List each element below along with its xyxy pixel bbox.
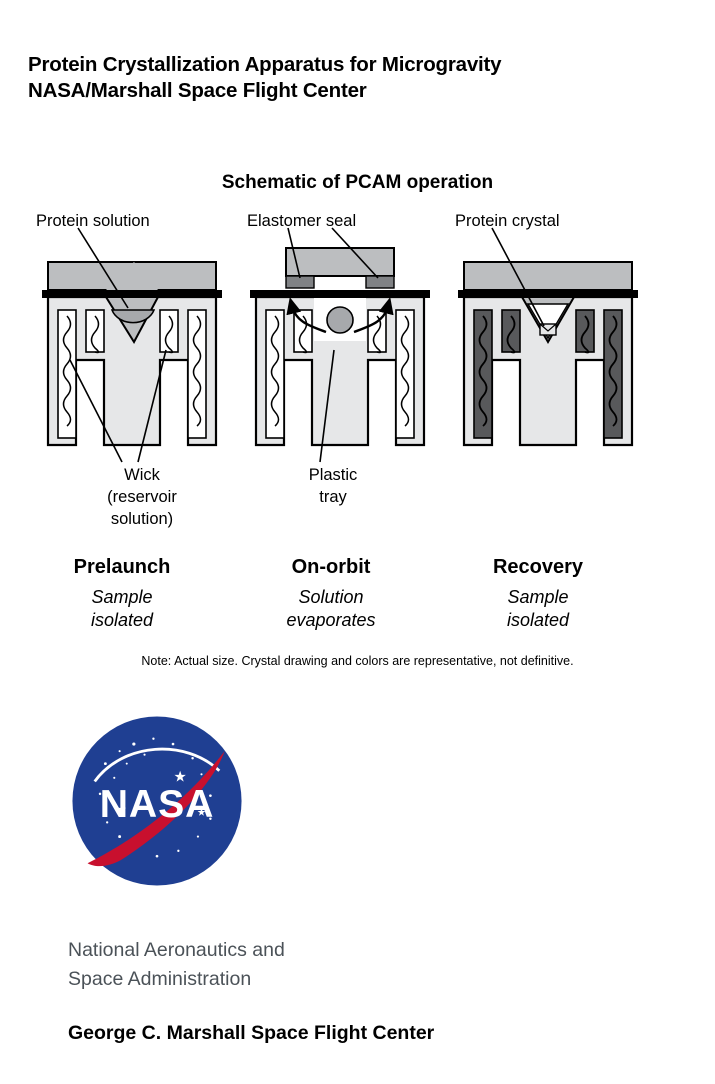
stage-state-prelaunch-line-1: Sample: [91, 587, 153, 607]
pcam-schematic-diagram: [0, 200, 715, 500]
callout-label-elastomer-seal: Elastomer seal: [247, 212, 357, 230]
stage-state-onorbit: [231, 586, 431, 632]
page-title-line-2: NASA/Marshall Space Flight Center: [28, 79, 367, 102]
callout-label-protein-crystal: Protein crystal: [455, 212, 560, 230]
schematic-title: Schematic of PCAM operation: [221, 172, 494, 193]
elastomer-seal-bar-onorbit: [250, 290, 430, 298]
nasa-insignia: [68, 712, 246, 890]
footer-center-name: George C. Marshall Space Flight Center: [68, 1022, 435, 1044]
stage-name-prelaunch: Prelaunch: [73, 556, 171, 578]
footer-agency-line-2: Space Administration: [68, 968, 252, 990]
figure-note: Note: Actual size. Crystal drawing and colors are representative, not definitive.: [141, 654, 574, 668]
pcam-panel-onorbit: [250, 228, 430, 462]
stage-state-onorbit-line-1: Solution: [298, 587, 364, 607]
stage-state-prelaunch-line-2: isolated: [90, 610, 154, 630]
pcam-panel-prelaunch: [42, 228, 222, 462]
stage-name-onorbit: On-orbit: [291, 556, 371, 578]
elastomer-seal-bar-recovery: [458, 290, 638, 298]
stage-caption-prelaunch: [22, 554, 222, 632]
stage-name-recovery: Recovery: [492, 556, 584, 578]
stage-caption-recovery: [438, 554, 638, 632]
stage-state-prelaunch: [22, 586, 222, 632]
plug-block-onorbit: [286, 248, 394, 276]
callout-label-wick-line-2: (reservoir: [107, 488, 177, 506]
callout-label-plastic-tray-line-2: tray: [319, 488, 347, 506]
footer-agency-name: [68, 936, 285, 994]
seal-tab-right-onorbit: [366, 276, 394, 288]
stage-caption-onorbit: [231, 554, 431, 632]
nasa-logo-wordmark: NASA: [99, 783, 215, 827]
wick-chamber-right2-recovery: [604, 310, 622, 438]
stage-state-recovery: [438, 586, 638, 632]
page-title-line-1: Protein Crystallization Apparatus for Microgravity: [28, 53, 502, 76]
pcam-panel-recovery: [458, 228, 638, 445]
stage-state-recovery-line-2: isolated: [506, 610, 570, 630]
protein-droplet-onorbit: [327, 307, 353, 333]
seal-block-recovery: [464, 262, 632, 290]
page-title: [28, 52, 688, 104]
wick-chamber-right2-prelaunch: [188, 310, 206, 438]
footer-agency-line-1: National Aeronautics and: [68, 939, 285, 961]
callout-label-protein-solution: Protein solution: [36, 212, 150, 230]
wick-chamber-left-prelaunch: [58, 310, 76, 438]
stage-state-recovery-line-1: Sample: [507, 587, 569, 607]
callout-label-wick-line-1: Wick: [124, 466, 160, 484]
callout-label-plastic-tray-line-1: Plastic: [308, 466, 358, 484]
wick-chamber-left-recovery: [474, 310, 492, 438]
wick-chamber-right2-onorbit: [396, 310, 414, 438]
callout-label-wick-line-3: solution): [110, 510, 174, 528]
stage-state-onorbit-line-2: evaporates: [286, 610, 376, 630]
elastomer-seal-bar-prelaunch: [42, 290, 222, 298]
wick-chamber-left-onorbit: [266, 310, 284, 438]
